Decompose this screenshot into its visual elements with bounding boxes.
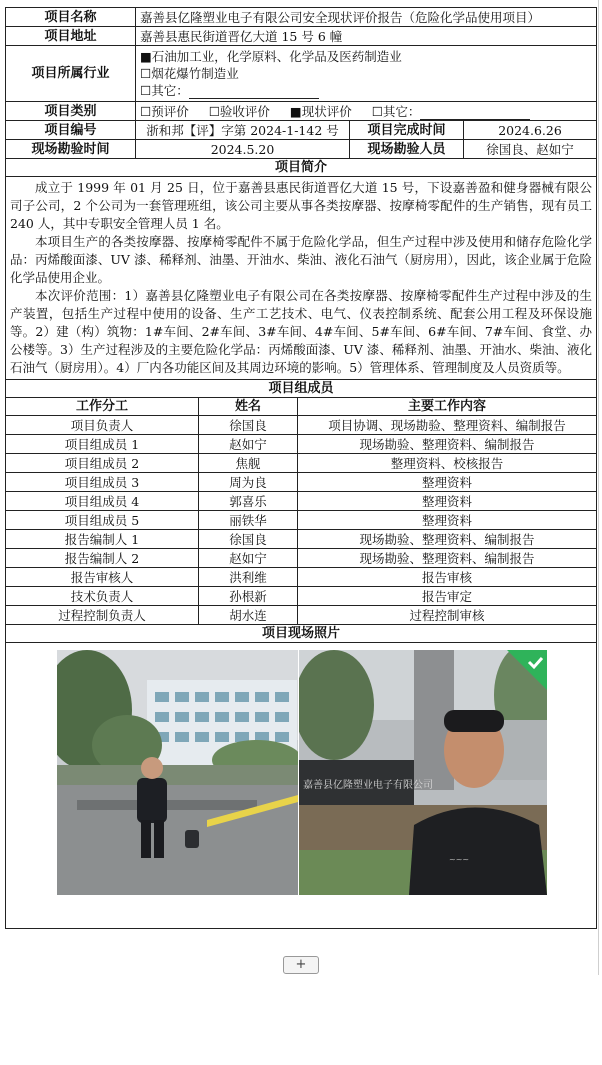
project-number-label: 项目编号 bbox=[6, 121, 136, 140]
table-row bbox=[6, 492, 597, 511]
member-name: 徐国良 bbox=[199, 530, 298, 549]
photos-section-title: 项目现场照片 bbox=[6, 625, 597, 643]
member-tasks: 整理资料 bbox=[298, 492, 597, 511]
surveyor-label: 现场勘验人员 bbox=[350, 140, 464, 159]
member-role: 项目组成员 2 bbox=[6, 454, 199, 473]
project-number-value: 浙和邦【评】字第 2024-1-142 号 bbox=[136, 121, 350, 140]
industry-option-petrochem[interactable]: ■石油加工业，化学原料、化学品及医药制造业 bbox=[140, 49, 402, 64]
industry-options bbox=[136, 46, 597, 102]
survey-time-label: 现场勘验时间 bbox=[6, 140, 136, 159]
category-option-acceptance[interactable]: ☐验收评价 bbox=[208, 103, 270, 119]
report-sheet bbox=[5, 7, 596, 929]
surveyor-value: 徐国良、赵如宁 bbox=[464, 140, 597, 159]
member-role: 报告审核人 bbox=[6, 568, 199, 587]
member-name: 郭喜乐 bbox=[199, 492, 298, 511]
project-info-table bbox=[5, 7, 597, 380]
member-tasks: 过程控制审核 bbox=[298, 606, 597, 625]
member-name: 徐国良 bbox=[199, 416, 298, 435]
member-role: 报告编制人 1 bbox=[6, 530, 199, 549]
industry-option-other[interactable]: ☐其它： bbox=[140, 82, 592, 99]
category-option-other[interactable]: ☐其它： bbox=[372, 104, 531, 119]
industry-label: 项目所属行业 bbox=[6, 46, 136, 102]
member-tasks: 整理资料 bbox=[298, 511, 597, 530]
category-label: 项目类别 bbox=[6, 102, 136, 121]
member-role: 项目组成员 5 bbox=[6, 511, 199, 530]
survey-time-value: 2024.5.20 bbox=[136, 140, 350, 159]
add-button[interactable]: + bbox=[283, 956, 319, 974]
company-sign-text: 嘉善县亿隆塑业电子有限公司 bbox=[303, 780, 433, 791]
member-tasks: 报告审定 bbox=[298, 587, 597, 606]
members-table bbox=[5, 379, 597, 929]
member-tasks: 整理资料 bbox=[298, 473, 597, 492]
member-name: 赵如宁 bbox=[199, 435, 298, 454]
photos-cell bbox=[6, 643, 597, 929]
member-role: 技术负责人 bbox=[6, 587, 199, 606]
member-name: 赵如宁 bbox=[199, 549, 298, 568]
member-role: 报告编制人 2 bbox=[6, 549, 199, 568]
member-tasks: 现场勘验、整理资料、编制报告 bbox=[298, 530, 597, 549]
project-address-label: 项目地址 bbox=[6, 27, 136, 46]
table-row bbox=[6, 549, 597, 568]
page-edge-line bbox=[598, 0, 599, 975]
member-name: 丽铁华 bbox=[199, 511, 298, 530]
member-tasks: 现场勘验、整理资料、编制报告 bbox=[298, 549, 597, 568]
intro-body bbox=[6, 177, 597, 380]
category-option-pre[interactable]: ☐预评价 bbox=[140, 103, 189, 119]
member-name: 胡水连 bbox=[199, 606, 298, 625]
member-name: 周为良 bbox=[199, 473, 298, 492]
member-role: 项目组成员 1 bbox=[6, 435, 199, 454]
members-section-title: 项目组成员 bbox=[6, 380, 597, 398]
table-row bbox=[6, 568, 597, 587]
intro-section-title: 项目简介 bbox=[6, 159, 597, 177]
intro-paragraph-1: 成立于 1999 年 01 月 25 日，位于嘉善县惠民街道晋亿大道 15 号，下设嘉善盈和健身器械有限公司子公司，2 个公司为一套管理班组，该公司主要从事各类按摩器、按摩椅零配件的生产销售，现有员工 240 人，其中专职安全管理人员 1 名。 bbox=[10, 180, 593, 231]
table-row bbox=[6, 454, 597, 473]
col-header-role: 工作分工 bbox=[6, 398, 199, 416]
project-name-label: 项目名称 bbox=[6, 8, 136, 27]
member-role: 项目组成员 3 bbox=[6, 473, 199, 492]
table-row bbox=[6, 587, 597, 606]
project-name-value: 嘉善县亿隆塑业电子有限公司安全现状评价报告（危险化学品使用项目） bbox=[136, 8, 597, 27]
member-role: 过程控制负责人 bbox=[6, 606, 199, 625]
industry-option-fireworks[interactable]: ☐烟花爆竹制造业 bbox=[140, 66, 239, 81]
member-tasks: 项目协调、现场勘验、整理资料、编制报告 bbox=[298, 416, 597, 435]
member-name: 洪利维 bbox=[199, 568, 298, 587]
member-name: 孙根新 bbox=[199, 587, 298, 606]
category-options bbox=[136, 102, 597, 121]
category-other-blank bbox=[420, 105, 530, 120]
member-name: 焦舰 bbox=[199, 454, 298, 473]
category-option-status[interactable]: ■现状评价 bbox=[289, 103, 352, 119]
table-row bbox=[6, 473, 597, 492]
table-row bbox=[6, 416, 597, 435]
site-photo-1-image bbox=[57, 650, 298, 895]
member-tasks: 现场勘验、整理资料、编制报告 bbox=[298, 435, 597, 454]
col-header-name: 姓名 bbox=[199, 398, 298, 416]
member-role: 项目组成员 4 bbox=[6, 492, 199, 511]
member-tasks: 整理资料、校核报告 bbox=[298, 454, 597, 473]
check-icon bbox=[507, 650, 547, 690]
project-address-value: 嘉善县惠民街道晋亿大道 15 号 6 幢 bbox=[136, 27, 597, 46]
table-row bbox=[6, 530, 597, 549]
col-header-tasks: 主要工作内容 bbox=[298, 398, 597, 416]
industry-other-blank bbox=[189, 84, 319, 99]
site-photo-2 bbox=[299, 650, 547, 895]
intro-paragraph-3: 本次评价范围：1）嘉善县亿隆塑业电子有限公司在各类按摩器、按摩椅零配件生产过程中涉及的生产装置，包括生产过程中使用的设备、生产工艺技术、电气、仪表控制系统、配套公用工程及环保设施等。2）建（构）筑物：1#车间、2#车间、3#车间、4#车间、5#车间、6#车间、7#车间、食堂、办公楼等。3）生产过程涉及的主要危险化学品：丙烯酸面漆、UV 漆、稀释剂、油墨、开油水、柴油、液化石油气（厨房用）。4）厂内各功能区间及其周边环境的影响。5）管理体系、管理制度及人员资质等。 bbox=[10, 288, 593, 375]
completion-time-value: 2024.6.26 bbox=[464, 121, 597, 140]
table-row bbox=[6, 511, 597, 530]
site-photo-1 bbox=[57, 650, 298, 895]
table-row bbox=[6, 606, 597, 625]
intro-paragraph-2: 本项目生产的各类按摩器、按摩椅零配件不属于危险化学品，但生产过程中涉及使用和储存危险化学品：丙烯酸面漆、UV 漆、稀释剂、油墨、开油水、柴油、液化石油气（厨房用），因此，该企业属于危险化学品使用企业。 bbox=[10, 234, 593, 285]
member-tasks: 报告审核 bbox=[298, 568, 597, 587]
member-role: 项目负责人 bbox=[6, 416, 199, 435]
table-row bbox=[6, 435, 597, 454]
shirt-print-decor: ~~~ bbox=[449, 855, 470, 864]
completion-time-label: 项目完成时间 bbox=[350, 121, 464, 140]
